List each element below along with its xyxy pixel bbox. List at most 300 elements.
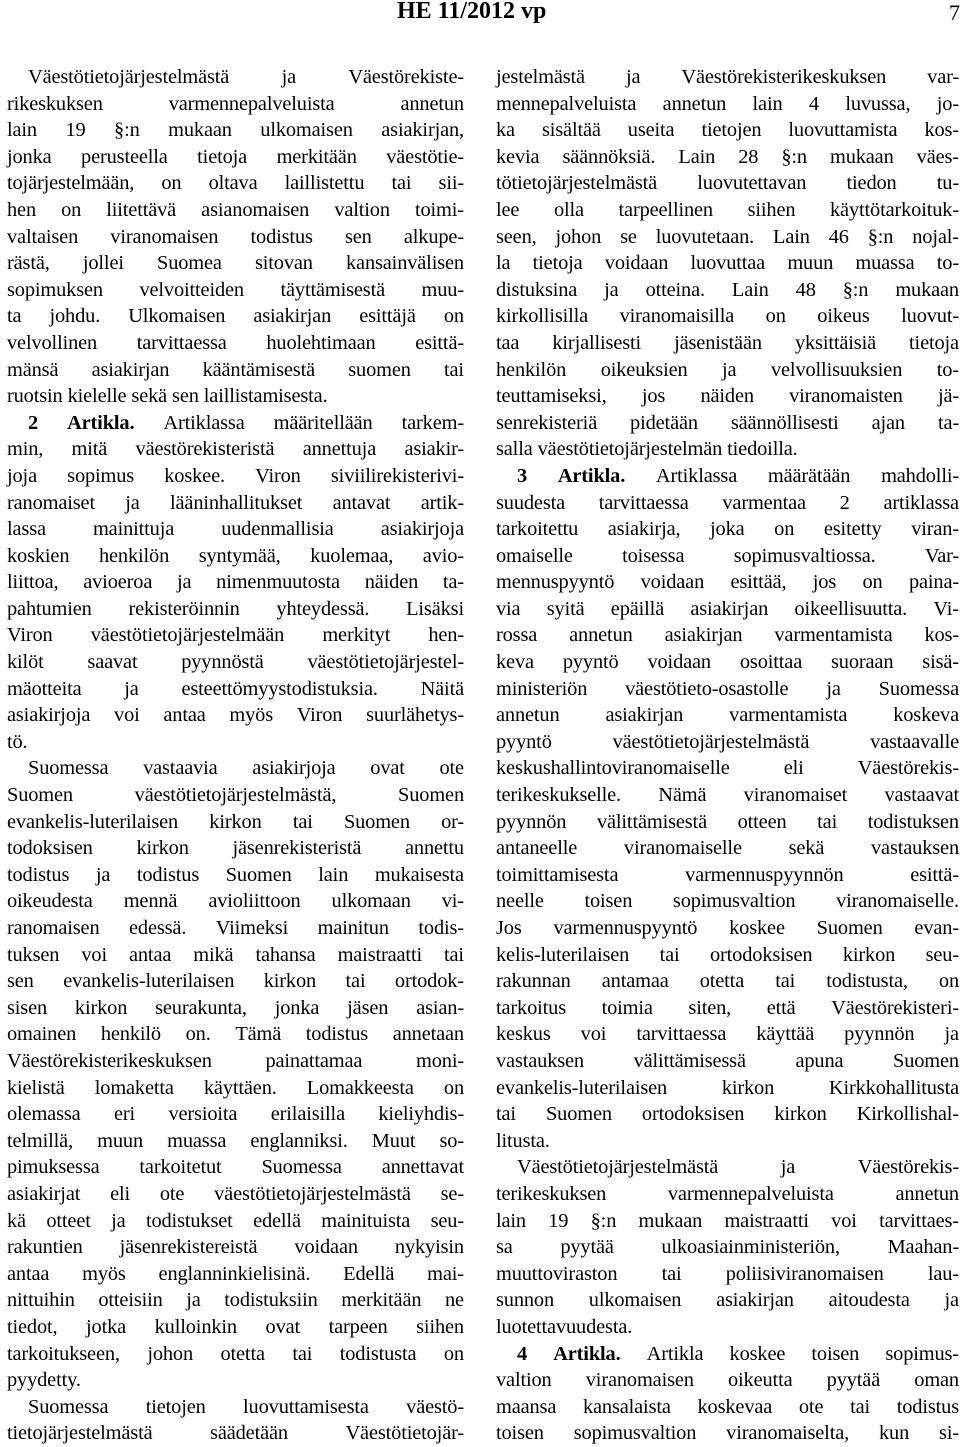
word: salla	[496, 438, 533, 461]
word: Viron	[296, 704, 343, 727]
word: tarpeellinen	[618, 198, 713, 221]
word: pahtumien	[7, 597, 92, 620]
word: olemassa	[7, 1103, 81, 1126]
word: tarkem-	[401, 411, 464, 434]
word: vastauksen	[871, 837, 959, 860]
word: englanniksi.	[250, 1129, 348, 1152]
word: neelle	[496, 890, 544, 913]
word: vastaavat	[884, 784, 959, 807]
word: todistukset	[145, 1209, 233, 1232]
word: otetta	[220, 1342, 265, 1365]
word: lau-	[927, 1262, 959, 1285]
word: jäsen	[347, 996, 389, 1019]
word: käyttää	[756, 1023, 815, 1046]
word: ja	[186, 1289, 201, 1312]
text-line	[496, 1261, 959, 1288]
word: painattamaa	[265, 1049, 363, 1072]
word: todistusta	[339, 1342, 417, 1365]
text-line	[7, 1261, 464, 1288]
article-heading-word: 3	[517, 464, 528, 487]
word: on	[765, 305, 786, 328]
word: täyttämisestä	[280, 278, 385, 301]
word: annetun	[400, 92, 464, 115]
word: viranomaisten	[789, 385, 903, 408]
page-number: 7	[949, 0, 960, 25]
word: toimia	[601, 996, 653, 1019]
word: koskee	[729, 917, 785, 939]
word: evankelis-luterilaisen	[63, 970, 235, 993]
text-line	[7, 782, 464, 809]
word: kielelle	[67, 385, 127, 408]
word: voi	[831, 1209, 857, 1232]
word: ja	[125, 491, 140, 514]
word: johdu.	[49, 305, 101, 328]
word: kun	[878, 1422, 910, 1445]
word: kirkollisilla	[496, 305, 589, 328]
word: Väestötietojär-	[345, 1422, 464, 1445]
word: lain	[7, 119, 37, 142]
word: viranomaiselle	[623, 837, 742, 860]
text-line	[496, 1341, 959, 1368]
text-line	[7, 888, 464, 915]
word: toimittamisesta	[496, 863, 619, 886]
article-heading-word: Artikla.	[67, 411, 135, 434]
word: lain	[752, 92, 783, 115]
word: otteisiin	[98, 1289, 163, 1312]
text-line	[496, 330, 959, 357]
word: jä-	[937, 385, 959, 408]
word: tarvittaessa	[136, 331, 227, 354]
word: varmennuspyyntö	[553, 917, 698, 939]
word: viranomaisen	[585, 1369, 694, 1392]
word: seu-	[925, 943, 959, 966]
word: asiakirjan,	[381, 119, 464, 142]
word: kos-	[924, 119, 959, 142]
text-line	[7, 170, 464, 197]
text-line	[496, 1394, 959, 1421]
word: Suomessa	[28, 1395, 109, 1418]
word: ovat	[370, 757, 405, 780]
word: sopimus-	[885, 1342, 959, 1365]
word: säännöllisesti	[730, 411, 839, 434]
word: ministeriön	[496, 677, 588, 700]
word: Suomen	[343, 810, 410, 833]
word: oikeudesta	[7, 890, 93, 913]
text-line	[496, 676, 959, 703]
word: rästä,	[7, 252, 50, 275]
word: 2	[839, 491, 850, 514]
text-line	[7, 1287, 464, 1314]
word: pyynnöstä	[181, 651, 264, 674]
word: nittuihin	[7, 1289, 75, 1312]
word: mainituista	[321, 1209, 411, 1232]
text-line	[7, 1234, 464, 1261]
word: liittoa,	[7, 571, 59, 594]
word: §:n	[867, 225, 894, 248]
text-line	[496, 729, 959, 756]
word: kirkon	[721, 1076, 775, 1099]
word: tietoja	[909, 331, 959, 354]
word: siten,	[688, 996, 732, 1019]
word: Viron	[7, 624, 53, 647]
word: on	[61, 198, 82, 221]
word: Väestötietojärjestelmästä	[28, 66, 230, 88]
word: ja	[625, 66, 641, 88]
word: yhteydessä.	[276, 597, 370, 620]
word: ka	[496, 119, 515, 142]
word: sitovan	[254, 252, 313, 275]
text-line	[7, 436, 464, 463]
text-line	[7, 835, 464, 862]
word: maistraatti	[337, 943, 422, 966]
word: rakuntien	[7, 1236, 83, 1259]
word: ja	[111, 1209, 126, 1232]
word: tietojärjestelmästä	[7, 1422, 153, 1445]
word: valtaisen	[7, 225, 79, 248]
word: tietoja	[532, 252, 583, 275]
word: esittä-	[415, 331, 464, 354]
word: Lain	[678, 145, 716, 168]
word: ja	[95, 863, 111, 886]
word: senrekisteriä	[496, 411, 598, 434]
word: edessä.	[129, 917, 187, 939]
word: keskus	[496, 1023, 551, 1046]
word: Suomessa	[261, 1156, 342, 1179]
word: kirkon	[136, 837, 189, 860]
word: varmentamista	[774, 624, 893, 647]
word: ja	[722, 358, 737, 381]
word: jonka	[7, 145, 52, 168]
word: ulkomaisen	[588, 1289, 682, 1312]
word: Väestötietojärjestelmästä	[517, 1156, 719, 1179]
word: sekä	[788, 837, 825, 860]
word: vastaavia	[143, 757, 218, 780]
text-line	[496, 1154, 959, 1181]
word: min,	[7, 438, 44, 461]
word: Ulkomaisen	[128, 305, 226, 328]
text-line	[496, 1314, 959, 1341]
word: Artiklassa	[163, 411, 245, 434]
text-line	[7, 1208, 464, 1235]
word: ortodok-	[394, 970, 464, 993]
word: useita	[627, 119, 675, 142]
word: avio-	[422, 544, 464, 567]
word: pyydetty.	[7, 1369, 81, 1392]
word: Suomea	[157, 252, 222, 275]
word: nimenmuutosta	[216, 571, 340, 594]
word: asiakirjoja	[252, 757, 336, 780]
word: pidetään	[630, 411, 698, 434]
word: väestötietojärjestelmästä,	[134, 784, 337, 807]
word: merkitään	[341, 1289, 422, 1312]
word: ortodoksisen	[709, 943, 813, 966]
text-line	[7, 303, 464, 330]
word: väestötietojärjestelmästä	[214, 1182, 411, 1205]
word: tarpeen	[328, 1315, 388, 1338]
word: kelis-luterilaisen	[496, 943, 630, 966]
word: antaneelle	[496, 837, 578, 860]
word: ja	[176, 571, 192, 594]
word: rikeskuksen	[7, 92, 103, 115]
word: evankelis-luterilaisen	[7, 810, 179, 833]
word: aitoudesta	[828, 1289, 910, 1312]
word: käyttäen.	[203, 1076, 277, 1099]
word: ajan	[871, 411, 905, 434]
word: Suomen	[7, 784, 73, 807]
word: ulkomaisen	[260, 119, 353, 142]
word: otteet	[46, 1209, 91, 1232]
document-title: HE 11/2012 vp	[397, 0, 547, 24]
word: on	[938, 970, 959, 993]
word: todistus	[305, 1023, 369, 1046]
word: sopimusvaltiossa.	[733, 544, 876, 567]
word: sisältää	[541, 119, 601, 142]
word: vi-	[441, 890, 464, 913]
word: edellä	[253, 1209, 301, 1232]
word: Muut	[371, 1129, 416, 1152]
word: hen-	[428, 624, 464, 647]
text-line	[496, 1287, 959, 1314]
word: osoittaa	[739, 651, 803, 674]
text-line	[7, 809, 464, 836]
word: to-	[936, 358, 959, 381]
word: ortodoksisen	[641, 1103, 745, 1126]
article-heading-word: 2	[28, 411, 39, 434]
text-line	[496, 1101, 959, 1128]
word: Väestörekiste-	[348, 66, 464, 88]
word: tietojen	[701, 119, 762, 142]
word: tai	[850, 1395, 871, 1418]
word: ta-	[937, 411, 959, 434]
word: lain	[496, 1209, 526, 1232]
word: omaiselle	[496, 544, 573, 567]
text-line	[496, 436, 959, 463]
word: erilaisilla	[270, 1103, 345, 1126]
word: syitä	[546, 597, 585, 620]
word: jo-	[936, 92, 959, 115]
word: tojärjestelmään,	[7, 172, 135, 195]
word: oikeus	[817, 305, 870, 328]
word: velvollinen	[7, 331, 98, 354]
text-line	[496, 357, 959, 384]
word: sopimusvaltion	[573, 1422, 697, 1445]
word: seurakunta,	[155, 996, 247, 1019]
word: velvoitteiden	[139, 278, 244, 301]
text-line	[496, 942, 959, 969]
word: siihen	[416, 1315, 464, 1338]
word: mukaisesta	[374, 863, 464, 886]
word: merkitään	[276, 145, 357, 168]
word: telmillä,	[7, 1129, 74, 1152]
word: varmentamista	[729, 704, 848, 727]
word: esittää,	[730, 571, 787, 594]
word: tai	[817, 810, 838, 833]
word: varmennepalveluista	[168, 92, 335, 115]
word: si-	[939, 1422, 959, 1445]
word: la	[496, 252, 511, 275]
word: koskien	[7, 544, 70, 567]
word: varmennuspyynnön	[685, 863, 844, 886]
word: annettu	[405, 837, 464, 860]
word: voi	[114, 704, 140, 727]
word: Jos	[496, 917, 522, 939]
word: jos	[641, 385, 666, 408]
word: jotka	[86, 1315, 127, 1338]
word: vastauksen	[496, 1049, 584, 1072]
text-line	[7, 995, 464, 1022]
word: tuksen	[7, 943, 60, 966]
text-line	[496, 1021, 959, 1048]
text-line	[496, 1048, 959, 1075]
word: välittämisestä	[596, 810, 707, 833]
text-line	[7, 755, 464, 782]
word: vastaavalle	[870, 730, 959, 753]
word: asiakirjan	[605, 704, 684, 727]
word: avioliittoon	[208, 890, 301, 913]
word: teuttamiseksi,	[496, 385, 607, 408]
word: Näitä	[420, 677, 464, 700]
word: ote	[798, 1395, 824, 1418]
word: mukaan	[829, 145, 894, 168]
word: mukaan	[638, 1209, 703, 1232]
word: toisen	[811, 1342, 860, 1365]
text-line	[7, 250, 464, 277]
word: väestötietojärjestelmästä	[612, 730, 810, 753]
text-line	[7, 383, 464, 410]
word: Viron	[255, 464, 301, 487]
word: tarkoitus	[496, 996, 567, 1019]
word: kuolemaa,	[310, 544, 394, 567]
text-line	[7, 702, 464, 729]
word: seu-	[430, 1209, 464, 1232]
word: §:n	[590, 1209, 617, 1232]
text-line	[496, 250, 959, 277]
word: Viimeksi	[215, 917, 289, 939]
word: suudesta	[496, 491, 566, 514]
word: lassa	[7, 518, 46, 541]
word: ja	[780, 1156, 796, 1179]
word: sekä	[131, 385, 168, 408]
text-line	[7, 1394, 464, 1421]
word: myös	[229, 704, 273, 727]
word: maistraatti	[724, 1209, 809, 1232]
word: toimi-	[414, 198, 464, 221]
word: pyytää	[826, 1369, 881, 1392]
word: oltava	[208, 172, 258, 195]
word: terikeskukselle.	[496, 784, 622, 807]
word: koskee.	[164, 464, 225, 487]
word: luovuttaa	[690, 252, 766, 275]
text-line	[7, 1181, 464, 1208]
text-line	[7, 224, 464, 251]
word: sisen	[7, 996, 48, 1019]
word: ote	[159, 1182, 185, 1205]
text-line	[7, 676, 464, 703]
word: annetun	[895, 1182, 959, 1205]
word: perusteella	[81, 145, 168, 168]
word: kielistä	[7, 1076, 65, 1099]
text-line	[496, 303, 959, 330]
word: muassa	[167, 1129, 227, 1152]
word: huolehtimaan	[266, 331, 376, 354]
word: Suomen	[816, 917, 883, 939]
word: voidaan	[604, 252, 669, 275]
word: voi	[81, 943, 107, 966]
word: uudenmallisia	[221, 518, 334, 541]
word: eli	[783, 757, 804, 780]
word: todis-	[418, 917, 464, 939]
word: annettuja	[302, 438, 377, 461]
word: jestelmästä	[496, 66, 585, 88]
word: sen	[7, 970, 34, 993]
word: väestörekisteristä	[135, 438, 275, 461]
word: maansa	[496, 1395, 557, 1418]
word: antamaa	[601, 970, 669, 993]
word: ja	[604, 278, 619, 301]
word: antaa	[163, 704, 206, 727]
word: käyttötarkoituk-	[830, 198, 959, 221]
text-line	[496, 1181, 959, 1208]
text-line	[7, 1420, 464, 1447]
word: tai	[496, 1103, 516, 1126]
text-line	[7, 1154, 464, 1181]
word: artiklassa	[883, 491, 959, 514]
word: sopimus	[67, 464, 135, 487]
article-heading-word: Artikla.	[553, 1342, 621, 1365]
word: varmentaa	[722, 491, 806, 514]
word: rekisteröinnin	[128, 597, 240, 620]
word: annetun	[662, 92, 727, 115]
word: ta	[7, 305, 22, 328]
text-line	[496, 1128, 959, 1155]
word: otteen	[737, 810, 787, 833]
text-line	[496, 64, 959, 91]
word: toisen	[584, 890, 633, 913]
word: Väestörekisterikeskuksen	[681, 66, 887, 88]
word: Väestörekis-	[857, 1156, 959, 1179]
text-line	[7, 729, 464, 756]
text-line	[7, 197, 464, 224]
word: ote	[439, 757, 464, 780]
word: oman	[914, 1369, 959, 1392]
text-line	[7, 463, 464, 490]
word: todistuksiin	[224, 1289, 318, 1312]
word: §:n	[781, 145, 807, 168]
text-line	[7, 915, 464, 942]
word: luotettavuudesta.	[496, 1315, 633, 1338]
word: sen	[172, 385, 199, 408]
word: kirkon	[209, 810, 262, 833]
word: Artiklassa	[655, 464, 738, 487]
word: väestö-	[406, 1395, 464, 1418]
text-line	[7, 942, 464, 969]
word: Lomakkeesta	[306, 1076, 414, 1099]
word: on	[161, 172, 182, 195]
word: todistuksen	[867, 810, 959, 833]
word: valtion	[334, 198, 390, 221]
word: saavat	[87, 651, 138, 674]
word: ja	[281, 66, 296, 88]
text-line	[7, 569, 464, 596]
word: todistus	[136, 863, 200, 886]
word: tietoja	[197, 145, 248, 168]
word: tai	[659, 943, 680, 966]
word: kos-	[924, 624, 959, 647]
word: yksittäisiä	[794, 331, 876, 354]
word: ranomaiset	[7, 491, 95, 514]
right-column	[496, 64, 959, 1447]
word: siihen	[747, 198, 796, 221]
